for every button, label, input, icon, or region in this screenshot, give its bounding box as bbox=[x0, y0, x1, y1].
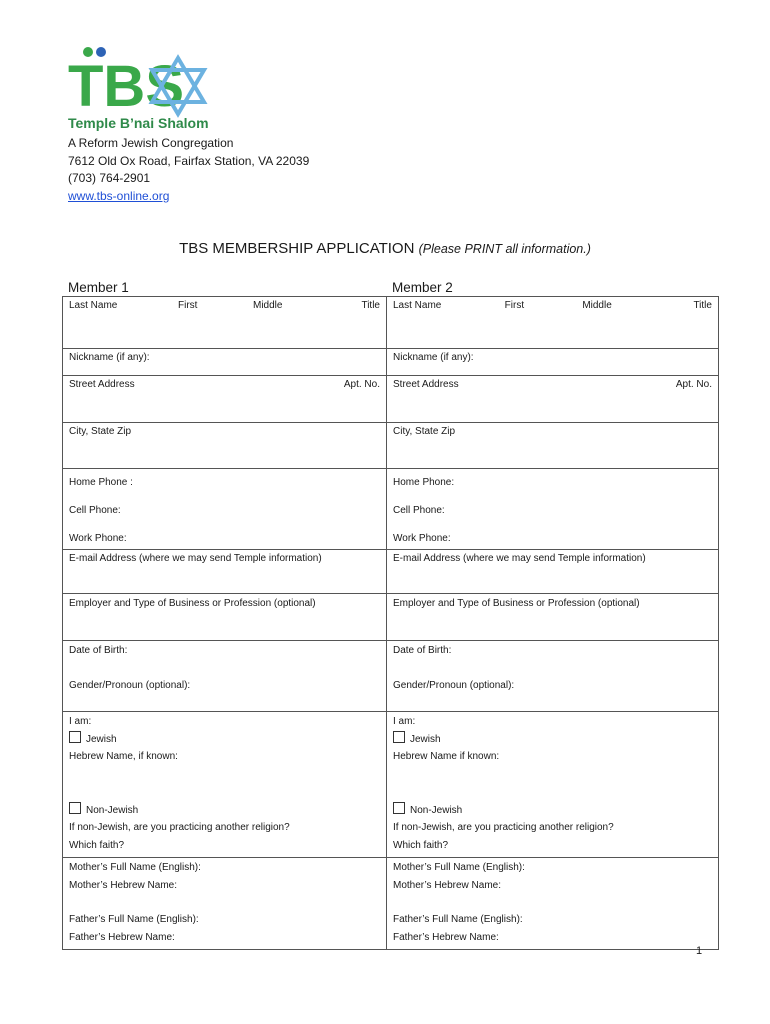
member2-non-jewish-label: Non-Jewish bbox=[410, 804, 463, 816]
member2-father-name-label: Father’s Full Name (English): bbox=[393, 914, 523, 925]
member1-religion-cell bbox=[63, 712, 387, 858]
member1-father-name-label: Father’s Full Name (English): bbox=[69, 914, 199, 925]
member1-middle-label: Middle bbox=[253, 300, 283, 311]
member1-employer-label: Employer and Type of Business or Profession (optional) bbox=[69, 598, 316, 609]
member1-nickname-cell[interactable] bbox=[63, 349, 387, 376]
member1-dob-label: Date of Birth: bbox=[69, 645, 128, 656]
member2-father-hebrew-label: Father’s Hebrew Name: bbox=[393, 931, 499, 943]
org-website-link[interactable]: www.tbs-online.org bbox=[68, 188, 170, 203]
member2-dob-cell[interactable] bbox=[387, 641, 719, 712]
member1-city-label: City, State Zip bbox=[69, 426, 132, 437]
member1-apt-label: Apt. No. bbox=[343, 379, 380, 390]
form-title-main: TBS MEMBERSHIP APPLICATION bbox=[179, 240, 415, 257]
member1-jewish-checkbox[interactable] bbox=[69, 731, 81, 743]
member1-street-label: Street Address bbox=[69, 379, 135, 390]
member1-dob-cell[interactable] bbox=[63, 641, 387, 712]
member2-jewish-label: Jewish bbox=[410, 733, 441, 745]
member2-jewish-option[interactable] bbox=[393, 731, 712, 749]
member1-employer-cell[interactable] bbox=[63, 594, 387, 641]
member1-first-label: First bbox=[178, 300, 198, 311]
member2-last-name-label: Last Name bbox=[393, 300, 442, 311]
member2-i-am-label: I am: bbox=[393, 716, 416, 727]
member2-city-label: City, State Zip bbox=[393, 426, 456, 437]
member2-gender-label: Gender/Pronoun (optional): bbox=[393, 679, 515, 691]
member1-parents-cell[interactable] bbox=[63, 858, 387, 950]
member2-mother-name-label: Mother’s Full Name (English): bbox=[393, 862, 525, 873]
member1-email-cell[interactable] bbox=[63, 550, 387, 594]
member1-phones-cell[interactable] bbox=[63, 469, 387, 550]
member2-name-cell[interactable] bbox=[387, 297, 719, 349]
org-address: 7612 Old Ox Road, Fairfax Station, VA 22039 bbox=[68, 153, 310, 168]
member1-nickname-label: Nickname (if any): bbox=[69, 352, 150, 363]
page-number: 1 bbox=[696, 945, 703, 957]
member1-street-cell[interactable] bbox=[63, 376, 387, 423]
member2-mother-hebrew-label: Mother’s Hebrew Name: bbox=[393, 879, 502, 891]
member1-father-hebrew-label: Father’s Hebrew Name: bbox=[69, 931, 175, 943]
member2-which-faith-label: Which faith? bbox=[393, 839, 449, 851]
member1-jewish-label: Jewish bbox=[86, 733, 117, 745]
member1-last-name-label: Last Name bbox=[69, 300, 118, 311]
member2-email-label: E-mail Address (where we may send Temple information) bbox=[393, 553, 646, 564]
member2-other-religion-label: If non-Jewish, are you practicing another religion? bbox=[393, 822, 614, 833]
member2-parents-cell[interactable] bbox=[387, 858, 719, 950]
member1-name-cell[interactable] bbox=[63, 297, 387, 349]
member1-title-label: Title bbox=[361, 300, 380, 311]
member2-work-phone-label: Work Phone: bbox=[393, 533, 451, 544]
member1-cell-phone-label: Cell Phone: bbox=[69, 505, 121, 516]
org-subtitle: A Reform Jewish Congregation bbox=[68, 136, 234, 150]
member1-mother-name-label: Mother’s Full Name (English): bbox=[69, 862, 201, 873]
member2-heading: Member 2 bbox=[392, 280, 453, 295]
member1-work-phone-label: Work Phone: bbox=[69, 533, 127, 544]
member2-phones-cell[interactable] bbox=[387, 469, 719, 550]
logo-org-name: Temple B’nai Shalom bbox=[68, 115, 209, 131]
member2-non-jewish-option[interactable] bbox=[393, 802, 712, 820]
membership-form-table bbox=[62, 296, 719, 950]
member2-employer-label: Employer and Type of Business or Profession (optional) bbox=[393, 598, 640, 609]
member1-non-jewish-checkbox[interactable] bbox=[69, 802, 81, 814]
member1-hebrew-name-label: Hebrew Name, if known: bbox=[69, 751, 178, 762]
member1-i-am-label: I am: bbox=[69, 716, 92, 727]
member1-gender-label: Gender/Pronoun (optional): bbox=[69, 679, 191, 691]
member1-jewish-option[interactable] bbox=[69, 731, 380, 749]
member1-mother-hebrew-label: Mother’s Hebrew Name: bbox=[69, 879, 178, 891]
member2-apt-label: Apt. No. bbox=[675, 379, 712, 390]
member2-title-label: Title bbox=[693, 300, 712, 311]
member2-non-jewish-checkbox[interactable] bbox=[393, 802, 405, 814]
member2-hebrew-name-label: Hebrew Name if known: bbox=[393, 751, 500, 762]
member2-street-label: Street Address bbox=[393, 379, 459, 390]
member2-nickname-cell[interactable] bbox=[387, 349, 719, 376]
member1-home-phone-label: Home Phone : bbox=[69, 477, 133, 488]
member1-email-label: E-mail Address (where we may send Temple information) bbox=[69, 553, 322, 564]
member1-non-jewish-option[interactable] bbox=[69, 802, 380, 820]
form-title-note: (Please PRINT all information.) bbox=[418, 242, 591, 256]
member2-dob-label: Date of Birth: bbox=[393, 645, 452, 656]
member1-which-faith-label: Which faith? bbox=[69, 839, 125, 851]
member2-jewish-checkbox[interactable] bbox=[393, 731, 405, 743]
member2-middle-label: Middle bbox=[582, 300, 612, 311]
member2-email-cell[interactable] bbox=[387, 550, 719, 594]
member1-other-religion-label: If non-Jewish, are you practicing another religion? bbox=[69, 822, 290, 833]
form-title bbox=[0, 240, 770, 257]
member1-non-jewish-label: Non-Jewish bbox=[86, 804, 139, 816]
member2-home-phone-label: Home Phone: bbox=[393, 477, 455, 488]
member2-city-cell[interactable] bbox=[387, 423, 719, 469]
organization-info bbox=[68, 135, 309, 205]
member2-first-label: First bbox=[504, 300, 525, 311]
member2-street-cell[interactable] bbox=[387, 376, 719, 423]
member1-city-cell[interactable] bbox=[63, 423, 387, 469]
org-phone: (703) 764-2901 bbox=[68, 171, 151, 185]
member2-religion-cell bbox=[387, 712, 719, 858]
member2-employer-cell[interactable] bbox=[387, 594, 719, 641]
member1-heading: Member 1 bbox=[68, 280, 129, 295]
temple-logo bbox=[66, 44, 216, 132]
logo-letters: TBS bbox=[68, 54, 184, 119]
member2-cell-phone-label: Cell Phone: bbox=[393, 505, 445, 516]
member2-nickname-label: Nickname (if any): bbox=[393, 352, 474, 363]
